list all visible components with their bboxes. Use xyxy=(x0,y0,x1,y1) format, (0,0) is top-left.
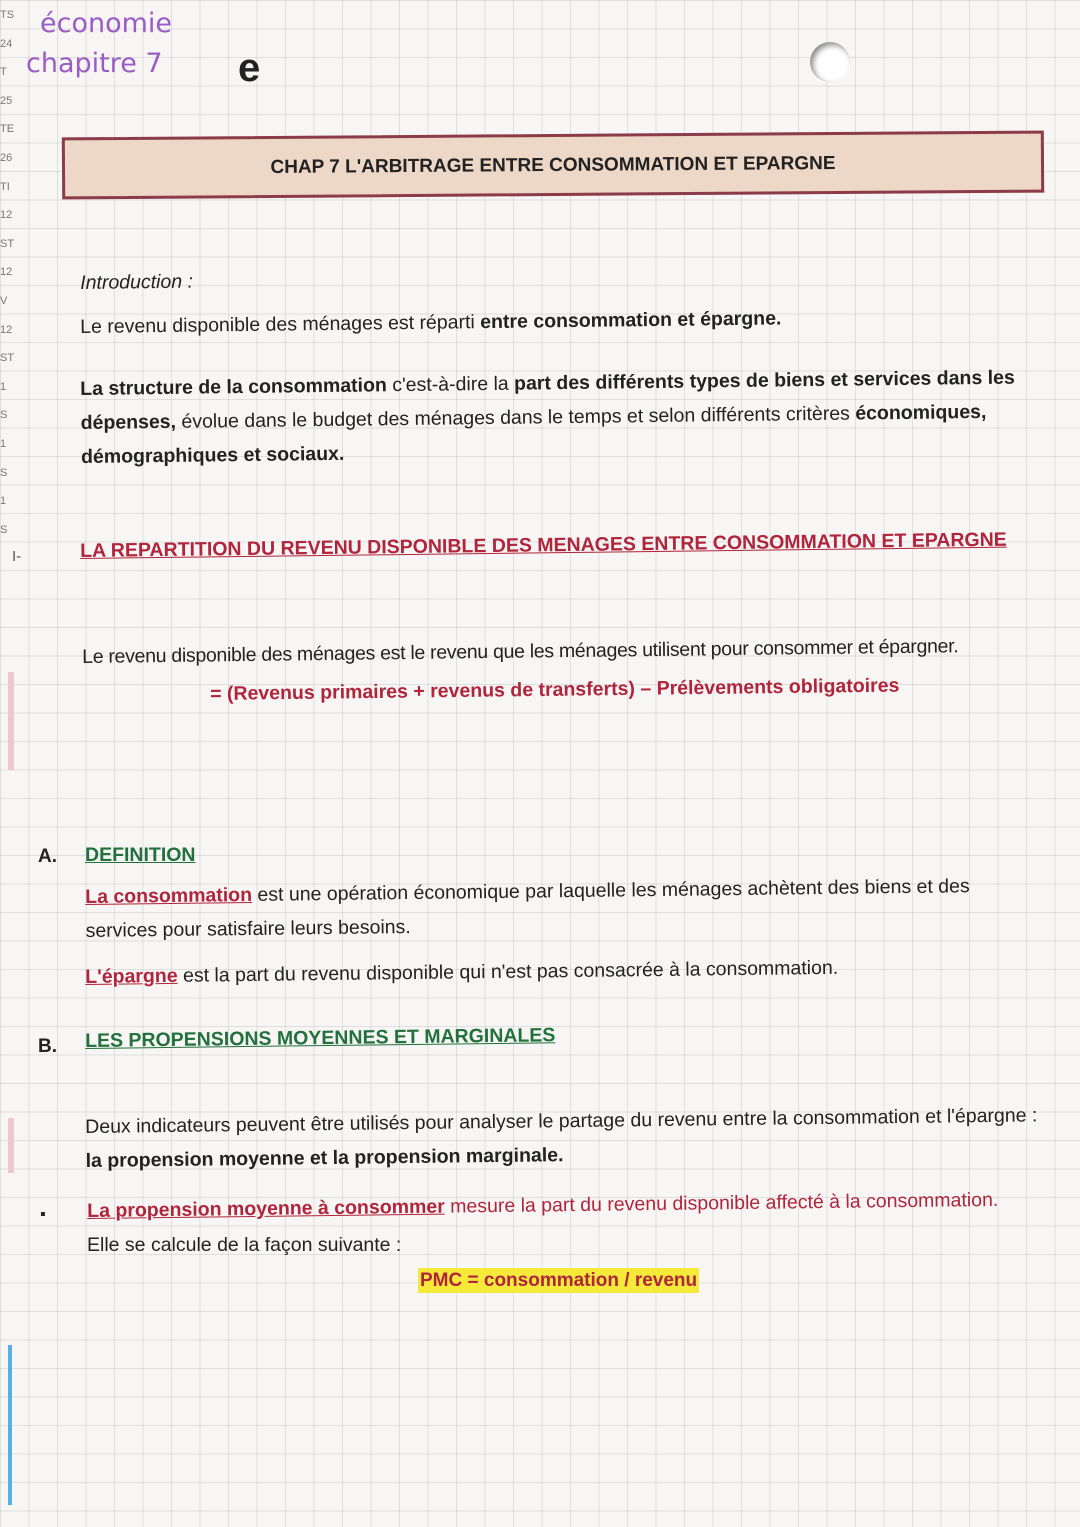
margin-mark: V xyxy=(0,294,8,307)
consommation-definition xyxy=(85,868,1046,948)
intro-p2-text-2: évolue dans le budget des ménages dans le temps et selon différents critères xyxy=(175,402,856,433)
intro-p2-text-1: c'est-à-dire la xyxy=(386,372,515,397)
margin-mark: TE xyxy=(0,123,15,136)
intro-p2-bold-2: part des différents types de biens et services dans les dépenses, xyxy=(80,366,1015,434)
pmc-term: La propension moyenne à consommer xyxy=(87,1195,445,1222)
margin-mark: S xyxy=(0,409,8,422)
section-a-heading: DEFINITION xyxy=(85,844,196,866)
margin-mark: ST xyxy=(0,237,15,250)
margin-mark: 12 xyxy=(0,266,13,279)
section-b-letter: B. xyxy=(38,1036,57,1057)
epargne-def-text: est la part du revenu disponible qui n'est pas consacrée à la consommation. xyxy=(177,956,839,987)
intro-paragraph-1 xyxy=(80,301,782,344)
margin-mark: 1 xyxy=(0,380,7,393)
margin-mark: 1 xyxy=(0,437,7,450)
margin-mark: TS xyxy=(0,9,15,21)
section-a-letter: A. xyxy=(38,846,57,867)
margin-highlight-blue xyxy=(8,1345,12,1505)
section-1-heading: LA REPARTITION DU REVENU DISPONIBLE DES MENAGES ENTRE CONSOMMATION ET EPARGNE xyxy=(80,528,1007,562)
pmc-def-text: mesure la part du revenu disponible affecté à la consommation. xyxy=(444,1188,999,1218)
propensions-intro-bold: la propension moyenne et la propension marginale. xyxy=(85,1144,564,1172)
margin-mark: 24 xyxy=(0,37,13,50)
margin-highlight-pink-2 xyxy=(8,1118,14,1173)
chapter-title: CHAP 7 L'ARBITRAGE ENTRE CONSOMMATION ET EPARGNE xyxy=(270,153,836,178)
margin-mark: 25 xyxy=(0,94,13,107)
margin-mark: S xyxy=(0,523,8,536)
pmc-calc-text: Elle se calcule de la façon suivante : xyxy=(87,1234,402,1256)
margin-notes xyxy=(0,8,26,551)
margin-mark: 26 xyxy=(0,151,13,164)
pmc-formula: PMC = consommation / revenu xyxy=(420,1270,698,1291)
margin-mark: ST xyxy=(0,352,15,365)
margin-mark: 12 xyxy=(0,209,13,222)
chapter-label: chapitre 7 xyxy=(26,48,163,79)
margin-mark: 12 xyxy=(0,323,13,336)
consommation-def-text: est une opération économique par laquelle les ménages achètent des biens et des services pour satisfaire leurs besoins. xyxy=(85,875,970,942)
intro-heading: Introduction : xyxy=(80,270,194,294)
brand-logo: e xyxy=(238,46,261,90)
revenu-disponible-formula: = (Revenus primaires + revenus de transferts) – Prélèvements obligatoires xyxy=(210,674,900,705)
section-numeral: I- xyxy=(12,548,22,565)
intro-p2-bold-3: économiques, démographiques et sociaux. xyxy=(80,400,987,468)
margin-mark: TI xyxy=(0,180,10,193)
intro-p1-bold: entre consommation et épargne. xyxy=(480,307,782,334)
intro-p2-bold-1: La structure de la consommation xyxy=(80,374,387,400)
intro-paragraph-2 xyxy=(80,360,1041,474)
margin-mark: T xyxy=(0,66,7,79)
margin-highlight-pink xyxy=(8,672,14,770)
section-b-heading: LES PROPENSIONS MOYENNES ET MARGINALES xyxy=(85,1024,556,1052)
punch-hole xyxy=(810,42,850,82)
bullet-marker: ▪ xyxy=(40,1206,46,1223)
pmc-formula-highlight xyxy=(418,1270,699,1292)
margin-mark: S xyxy=(0,466,8,479)
epargne-definition xyxy=(85,951,838,994)
margin-mark: 1 xyxy=(0,495,7,508)
propensions-intro-text: Deux indicateurs peuvent être utilisés pour analyser le partage du revenu entre la consommation et l'épargne : xyxy=(85,1104,1038,1138)
chapter-title-box xyxy=(62,131,1044,200)
intro-p1-text: Le revenu disponible des ménages est réparti xyxy=(80,311,481,338)
subject-label: économie xyxy=(40,8,173,39)
propensions-intro xyxy=(85,1098,1046,1178)
consommation-term: La consommation xyxy=(85,883,253,908)
revenu-disponible-definition: Le revenu disponible des ménages est le revenu que les ménages utilisent pour consommer et épargner. xyxy=(82,635,959,668)
pmc-definition xyxy=(87,1182,1047,1228)
epargne-term: L'épargne xyxy=(85,964,178,988)
